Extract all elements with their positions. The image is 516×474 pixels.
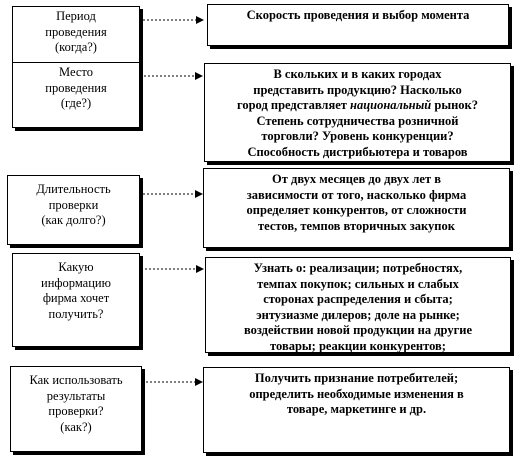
left-box-line: Длительность [36,182,111,196]
left-box-line: Какую [58,260,94,274]
right-box-line [209,219,504,235]
right-box-line [210,114,505,130]
text-segment: От двух месяцев до двух лет в [272,172,441,186]
text-segment: В скольких и в каких городах [273,67,442,81]
left-box-line: Как использовать [29,373,123,387]
text-segment: Скорость проведения и выбор момента [246,8,470,22]
right-box-line [210,129,505,145]
right-box-line [211,292,505,308]
right-box-line [211,323,505,339]
left-box-information [12,253,140,347]
left-box-line: проведения [45,80,107,95]
left-box-period [12,6,140,64]
left-box-usage [10,366,142,452]
left-box-line: (где?) [60,96,92,110]
left-box-line: результаты [46,388,106,403]
right-box-line [210,67,505,83]
text-segment: зависимости от того, насколько фирма [246,187,467,202]
right-box-usage [203,367,510,453]
right-box-duration [203,168,510,248]
text-segment: рынок? [431,98,478,112]
left-box-line: (как долго?) [41,213,106,227]
left-box-line: (как?) [60,419,92,434]
text-segment: темпах покупок; сильных и слабых [257,276,459,291]
text-segment: Узнать о: реализации; потребностях, [253,261,463,275]
left-box-line: проверки [48,197,99,212]
italic-text: национальный [350,98,432,112]
text-segment: торговли? Уровень конкуренции? [261,129,454,143]
text-segment: город представляет [236,98,351,112]
right-box-line [210,83,505,99]
right-box-information [205,257,511,353]
left-box-line: фирма хочет [42,291,110,305]
left-box-line: (когда?) [55,40,97,54]
left-box-line: Период [56,9,96,23]
right-box-line [210,98,505,114]
left-box-duration [7,175,140,245]
left-box-place [12,62,140,128]
right-box-line [211,261,505,277]
right-box-line [211,308,505,324]
right-box-line [211,339,505,354]
text-segment: товаре, маркетинге и др. [286,402,427,416]
text-segment: определить необходимые изменения в [249,386,464,401]
right-box-period [207,4,509,46]
text-segment: товары; реакции конкурентов; [270,338,446,353]
right-box-line [209,203,504,219]
text-segment: воздействии новой продукции на другие [243,323,473,337]
text-segment: тестов, темпов вторичных закупок [258,218,455,233]
left-box-line: информацию [41,275,111,290]
right-box-line [209,188,504,204]
right-box-line [209,172,504,188]
left-box-line: Место [59,65,93,79]
left-box-line: проверки? [48,404,104,418]
text-segment: Получить признание потребителей; [254,371,459,385]
right-box-line [213,8,503,24]
right-box-line [209,371,504,387]
text-segment: энтузиазме дилеров; доле на рынке; [256,307,460,322]
text-segment: Степень сотрудничества розничной [256,113,459,128]
right-box-line [209,387,504,403]
right-box-line [209,402,504,418]
text-segment: представить продукцию? Насколько [253,82,462,97]
left-box-line: проведения [45,24,107,39]
text-segment: сторонах распределения и сбыта; [263,292,453,306]
right-box-line [211,277,505,293]
text-segment: Способность дистрибьютера и товаров [247,144,468,159]
text-segment: определяет конкурентов, от сложности [246,203,467,217]
right-box-place [204,63,511,162]
left-box-line: получить? [48,306,104,321]
right-box-line [210,145,505,161]
